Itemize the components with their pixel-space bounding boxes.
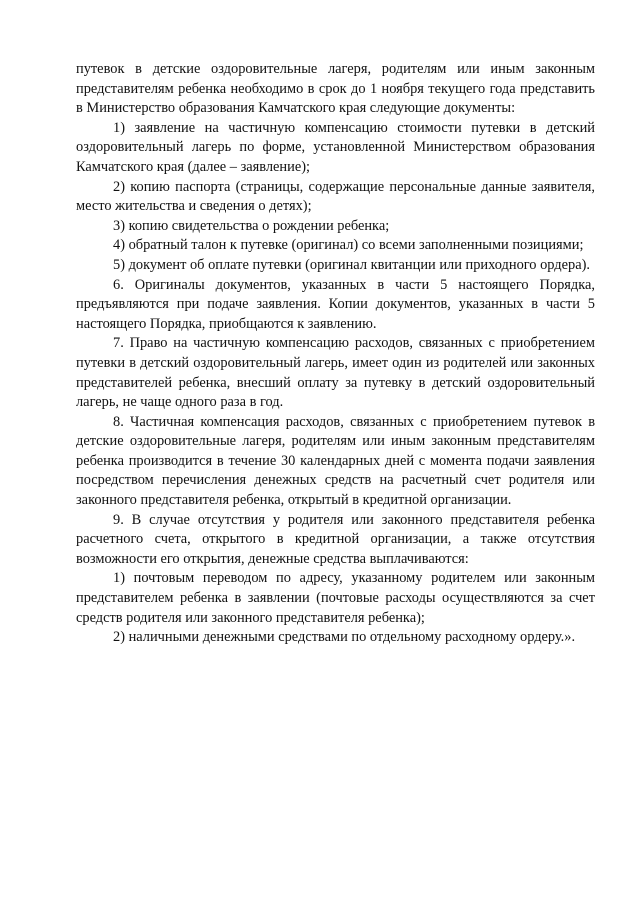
paragraph-section-8: 8. Частичная компенсация расходов, связанных с приобретением путевок в детские оздоровительные лагеря, родителям или иным законным представителям ребенка производится в течение 30 календарных дней с момента подачи заявления посредством перечисления денежных средств на расчетный счет родителя или законного представителя ребенка, открытый в кредитной организации. bbox=[76, 413, 595, 509]
list-item-application: 1) заявление на частичную компенсацию стоимости путевки в детский оздоровительный лагерь по форме, установленной Министерством образования Камчатского края (далее – заявление); bbox=[76, 119, 595, 175]
list-item-passport-copy: 2) копию паспорта (страницы, содержащие персональные данные заявителя, место жительства и сведения о детях); bbox=[76, 178, 595, 215]
paragraph-section-6: 6. Оригиналы документов, указанных в части 5 настоящего Порядка, предъявляются при подаче заявления. Копии документов, указанных в части 5 настоящего Порядка, приобщаются к заявлению. bbox=[76, 276, 595, 332]
document-page bbox=[76, 60, 595, 648]
list-item-return-coupon: 4) обратный талон к путевке (оригинал) со всеми заполненными позициями; bbox=[113, 237, 584, 254]
list-item-cash-payment: 2) наличными денежными средствами по отдельному расходному ордеру.». bbox=[113, 629, 576, 646]
paragraph-continuation: путевок в детские оздоровительные лагеря, родителям или иным законным представителям ребенка необходимо в срок до 1 ноября текущего года представить в Министерство образования Камчатского края следующие документы: bbox=[76, 61, 595, 117]
paragraph-section-7: 7. Право на частичную компенсацию расходов, связанных с приобретением путевки в детский оздоровительный лагерь, имеет один из родителей или законных представителей ребенка, внесший оплату за путевку в детский оздоровительный лагерь, не чаще одного раза в год. bbox=[76, 335, 595, 411]
paragraph-section-9: 9. В случае отсутствия у родителя или законного представителя ребенка расчетного счета, открытого в кредитной организации, а также отсутствия возможности его открытия, денежные средства выплачиваются: bbox=[76, 511, 595, 567]
list-item-postal-transfer: 1) почтовым переводом по адресу, указанному родителем или законным представителем ребенка в заявлении (почтовые расходы осуществляются за счет средств родителя или законного представителя ребенка); bbox=[76, 570, 595, 626]
list-item-payment-document: 5) документ об оплате путевки (оригинал квитанции или приходного ордера). bbox=[113, 256, 590, 273]
list-item-birth-certificate: 3) копию свидетельства о рождении ребенка; bbox=[113, 217, 390, 234]
